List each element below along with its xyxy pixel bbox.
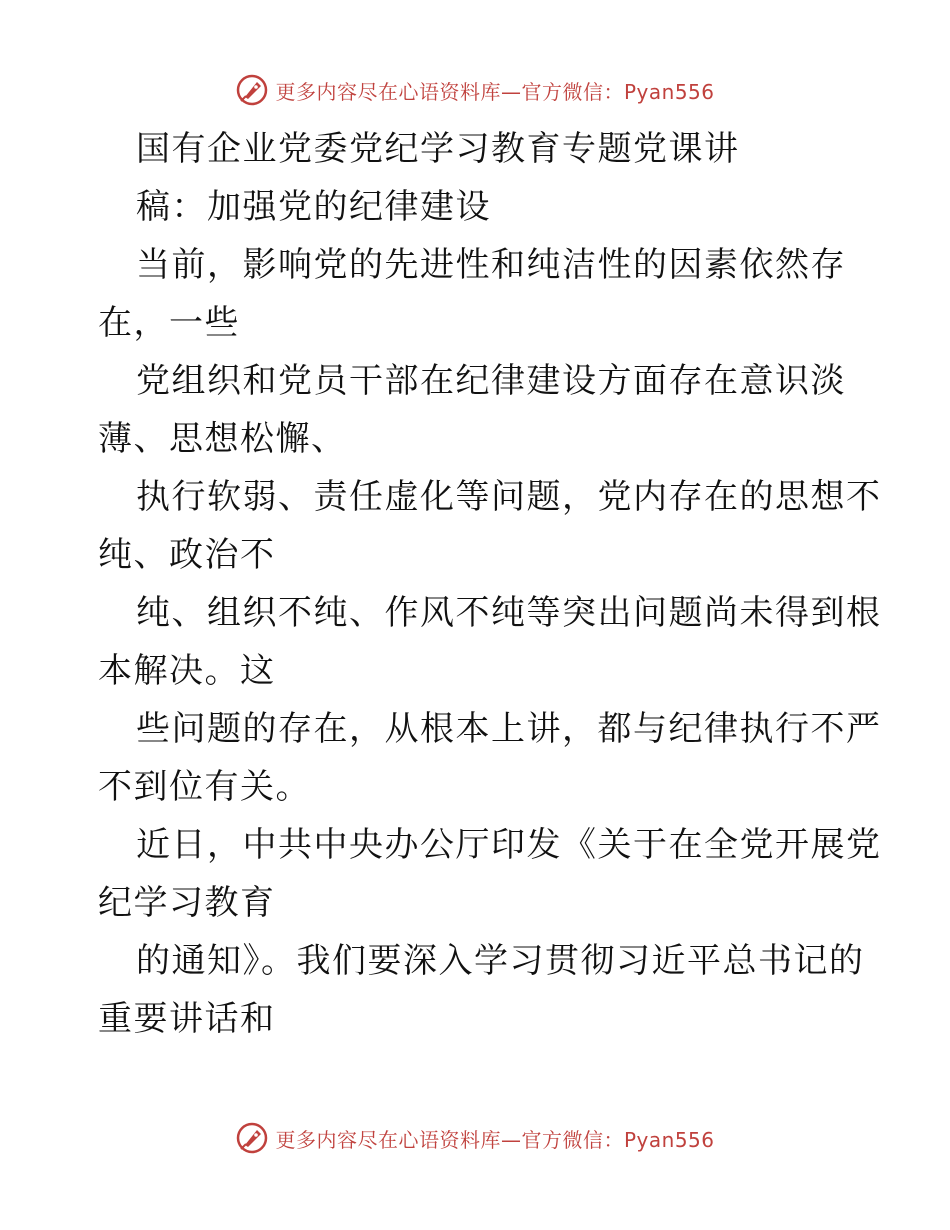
- title-line-2: 稿：加强党的纪律建设: [136, 187, 491, 227]
- document-body: [98, 120, 882, 1048]
- watermark-main: 更多内容尽在心语资料库: [275, 1127, 501, 1152]
- paragraph-line: 在，一些: [98, 303, 240, 343]
- paragraph-line: 纯、政治不: [98, 535, 276, 575]
- paragraph-line: 重要讲话和: [98, 999, 276, 1039]
- pen-nib-logo-icon: [235, 1121, 269, 1155]
- paragraph-line: 些问题的存在，从根本上讲，都与纪律执行不严: [136, 709, 882, 749]
- watermark-wechat-id: Pyan556: [623, 79, 715, 104]
- paragraph-line: 本解决。这: [98, 651, 276, 691]
- watermark-text: [275, 1124, 714, 1153]
- paragraph-line: 不到位有关。: [98, 767, 311, 807]
- watermark-separator: —: [500, 79, 522, 104]
- paragraph-line: 近日，中共中央办公厅印发《关于在全党开展党: [136, 825, 882, 865]
- paragraph-line: 执行软弱、责任虚化等问题，党内存在的思想不: [136, 477, 882, 517]
- watermark-wechat-label: 官方微信：: [521, 1127, 624, 1152]
- footer-watermark: [0, 1118, 950, 1158]
- paragraph-line: 纯、组织不纯、作风不纯等突出问题尚未得到根: [136, 593, 882, 633]
- paragraph-line: 党组织和党员干部在纪律建设方面存在意识淡: [136, 361, 846, 401]
- watermark-separator: —: [500, 1127, 522, 1152]
- watermark-wechat-label: 官方微信：: [521, 79, 624, 104]
- title-line-1: 国有企业党委党纪学习教育专题党课讲: [136, 129, 740, 169]
- header-watermark: [0, 70, 950, 110]
- paragraph-line: 的通知》。我们要深入学习贯彻习近平总书记的: [136, 941, 865, 981]
- paragraph-line: 薄、思想松懈、: [98, 419, 347, 459]
- watermark-text: [275, 76, 714, 105]
- watermark-main: 更多内容尽在心语资料库: [275, 79, 501, 104]
- paragraph-line: 当前，影响党的先进性和纯洁性的因素依然存: [136, 245, 846, 285]
- watermark-wechat-id: Pyan556: [623, 1127, 715, 1152]
- paragraph-line: 纪学习教育: [98, 883, 276, 923]
- pen-nib-logo-icon: [235, 73, 269, 107]
